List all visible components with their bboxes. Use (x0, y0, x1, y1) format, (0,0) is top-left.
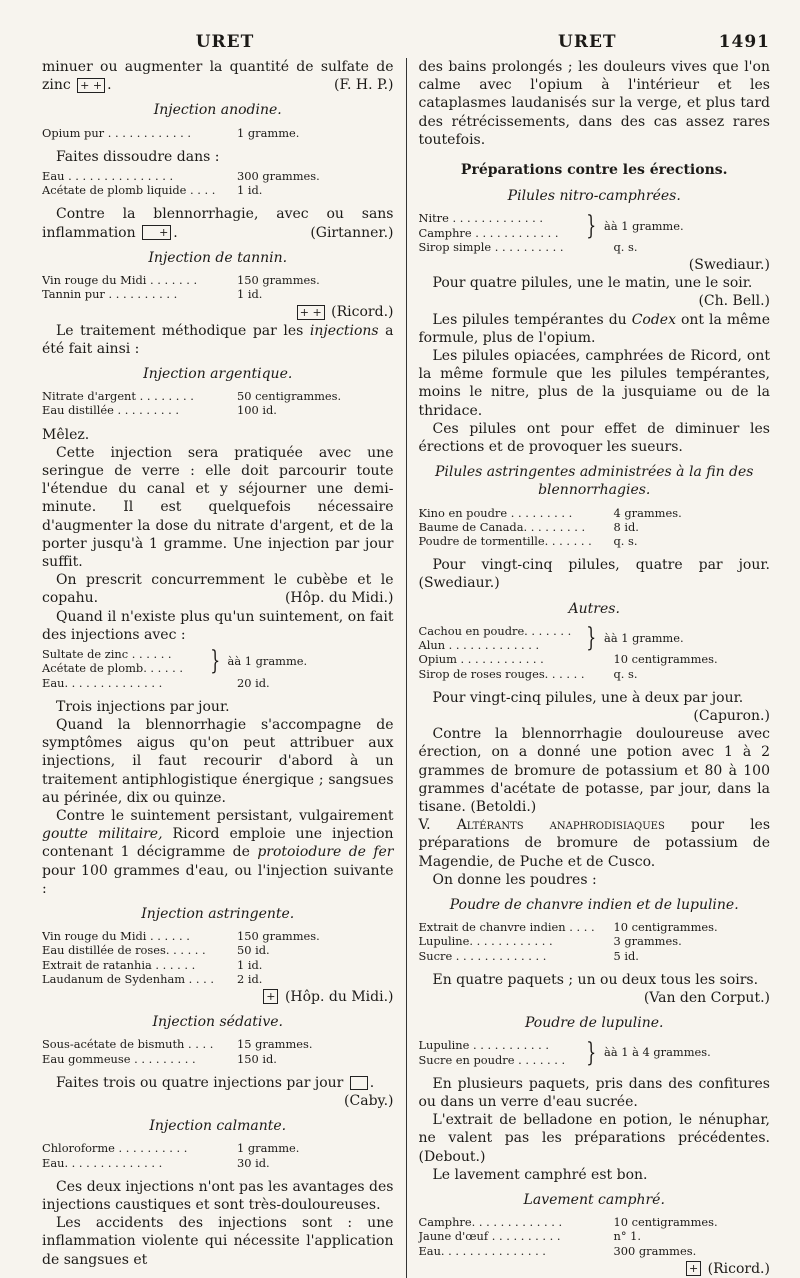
header-left: URET (195, 32, 255, 52)
paragraph: Les pilules opiacées, camphrées de Ricord, ont la même formule que les pilules tempérantes, moins le nitre, plus de la jusquiame ou de la thridace. (418, 348, 770, 419)
attribution: (Ch. Bell.) (698, 293, 770, 310)
recipe: Cachou en poudre. . . . . . . Alun . . . . . . . . . . . . . } àà 1 gramme. Opium . . . . . . . . . . . . 10 centigrammes. Sirop de roses rouges. . . . . . q. s. (418, 623, 718, 681)
header-right: URET (558, 32, 617, 52)
recipe-title: Lavement camphré. (523, 1191, 665, 1208)
paragraph: Pour vingt-cinq pilules, quatre par jour. (Swediaur.) (418, 557, 770, 592)
paragraph: Faites trois ou quatre injections par jour . (56, 1074, 375, 1091)
paragraph: Le traitement méthodique par les injections a été fait ainsi : (42, 322, 394, 357)
paragraph: En plusieurs paquets, pris dans des confitures ou dans un verre d'eau sucrée. (418, 1075, 770, 1110)
recipe: Sultate de zinc . . . . . . Acétate de plomb. . . . . . } àà 1 gramme. Eau. . . . . . . . . . . . . . 20 id. (42, 646, 308, 690)
recipe: Camphre. . . . . . . . . . . . . 10 centigrammes. Jaune d'œuf . . . . . . . . . . n° 1. Eau. . . . . . . . . . . . . . . 300 grammes. (418, 1215, 718, 1258)
recipe-title: Autres. (568, 600, 620, 617)
recipe-title: Injection sédative. (152, 1014, 284, 1031)
cross-mark-icon: + + (77, 78, 105, 93)
attribution: (Girtanner.) (310, 224, 394, 241)
recipe-title: Injection anodine. (153, 102, 282, 119)
paragraph: Contre la blennorrhagie douloureuse avec érection, on a donné une potion avec 1 à 2 grammes de bromure de potassium et 80 à 100 grammes d'acétate de potasse, par jour, dans la tisane. (Betoldi.) (418, 726, 770, 815)
paragraph: Pour vingt-cinq pilules, une à deux par jour. (432, 689, 744, 706)
section-heading: Préparations contre les érections. (460, 162, 728, 179)
brace-icon: } (210, 646, 221, 677)
paragraph: Contre le suintement persistant, vulgairement goutte militaire, Ricord emploie une injection contenant 1 décigramme de protoiodure de fer pour 100 grammes d'eau, ou l'injection suivante : (42, 807, 394, 897)
recipe: Nitre . . . . . . . . . . . . . Camphre . . . . . . . . . . . . } àà 1 gramme. Sirop simple . . . . . . . . . . q. s. (418, 210, 684, 254)
paragraph: On donne les poudres : (432, 871, 597, 888)
attribution: + (Ricord.) (418, 1260, 770, 1278)
paragraph: Mêlez. (42, 426, 90, 443)
paragraph: Quand il n'existe plus qu'un suintement, on fait des injections avec : (42, 608, 394, 643)
recipe: Extrait de chanvre indien . . . . 10 centigrammes. Lupuline. . . . . . . . . . . . 3 grammes. Sucre . . . . . . . . . . . . . 5 id. (418, 920, 718, 963)
recipe: Vin rouge du Midi . . . . . . 150 grammes. Eau distillée de roses. . . . . . 50 id. Extrait de ratanhia . . . . . . 1 id. Laudanum de Sydenham . . . . 2 id. (42, 929, 320, 986)
recipe-title: Poudre de lupuline. (524, 1015, 664, 1032)
attribution: + (Hôp. du Midi.) (42, 988, 394, 1006)
left-column (42, 58, 406, 1278)
paragraph: On prescrit concurremment le cubèbe et le copahu. (Hôp. du Midi.) (42, 572, 394, 607)
paragraph: Contre la blennorrhagie, avec ou sans inflammation + . (Girtanner.) (42, 206, 394, 241)
paragraph: Cette injection sera pratiquée avec une seringue de verre : elle doit parcourir toute l'étendue du canal et y séjourner une demi-minute. Il est quelquefois nécessaire d'augmenter la dose du nitrate d'argent, et de la porter jusqu'à 1 gramme. Une injection par jour suffit. (42, 444, 394, 571)
cross-mark-icon: + (142, 225, 171, 240)
recipe: Kino en poudre . . . . . . . . . 4 grammes. Baume de Canada. . . . . . . . . 8 id. Poudre de tormentille. . . . . . . q. s. (418, 505, 682, 549)
recipe: Nitrate d'argent . . . . . . . . 50 centigrammes. Eau distillée . . . . . . . . . 100 id. (42, 389, 342, 418)
page-number: 1491 (718, 32, 770, 52)
attribution: (F. H. P.) (334, 77, 394, 94)
recipe: Chloroforme . . . . . . . . . . 1 gramme. Eau. . . . . . . . . . . . . . 30 id. (42, 1141, 300, 1170)
brace-icon: } (586, 623, 597, 654)
brace-icon: } (586, 1037, 597, 1068)
recipe-title: Injection de tannin. (148, 249, 288, 266)
recipe: Opium pur . . . . . . . . . . . . 1 gramme. (42, 125, 300, 140)
recipe-title: Injection calmante. (149, 1118, 287, 1135)
running-head (42, 18, 770, 52)
cross-mark-icon: + + (297, 305, 325, 320)
brace-icon: } (586, 210, 597, 241)
attribution: (Capuron.) (693, 707, 770, 724)
recipe-title: Injection argentique. (143, 366, 293, 383)
paragraph: Les accidents des injections sont : une inflammation violente qui nécessite l'application de sangsues et (42, 1215, 394, 1268)
recipe: Eau . . . . . . . . . . . . . . . 300 grammes. Acétate de plomb liquide . . . . 1 id. (42, 169, 320, 198)
paragraph: des bains prolongés ; les douleurs vives que l'on calme avec l'opium à l'intérieur et les cataplasmes laudanisés sur la verge, et plus tard des rétrécissements, dans des cas assez rares toutefois. (418, 59, 770, 148)
paragraph: L'extrait de belladone en potion, le nénuphar, ne valent pas les préparations précédentes. (Debout.) (418, 1112, 770, 1165)
paragraph: Quand la blennorrhagie s'accompagne de symptômes aigus qu'on peut attribuer aux injections, il faut recourir d'abord à un traitement antiphlogistique énergique ; sangsues au périnée, dix ou quinze. (42, 716, 394, 806)
right-column (406, 58, 770, 1278)
paragraph: Pour quatre pilules, une le matin, une le soir. (432, 275, 753, 292)
attribution: (Caby.) (344, 1092, 394, 1109)
attribution: (Swediaur.) (688, 257, 770, 274)
paragraph: Ces pilules ont pour effet de diminuer les érections et de provoquer les sueurs. (418, 420, 770, 456)
attribution: + + (Ricord.) (42, 303, 394, 321)
recipe: Sous-acétate de bismuth . . . . 15 grammes. Eau gommeuse . . . . . . . . . 150 id. (42, 1037, 313, 1066)
attribution: (Hôp. du Midi.) (284, 590, 394, 607)
paragraph: minuer ou augmenter la quantité de sulfate de zinc + + . (F. H. P.) (42, 59, 394, 94)
recipe: Vin rouge du Midi . . . . . . . 150 grammes. Tannin pur . . . . . . . . . . 1 id. (42, 273, 320, 302)
cross-mark-icon: + (263, 989, 278, 1004)
recipe-title: Injection astringente. (141, 905, 295, 922)
paragraph: Les pilules tempérantes du Codex ont la même formule, plus de l'opium. (418, 311, 770, 346)
recipe-title: Pilules astringentes administrées à la fin des blennorrhagies. (434, 464, 754, 499)
paragraph: Trois injections par jour. (56, 698, 230, 715)
paragraph: En quatre paquets ; un ou deux tous les soirs. (432, 971, 759, 988)
paragraph: Ces deux injections n'ont pas les avantages des injections caustiques et sont très-douloureuses. (42, 1178, 394, 1213)
empty-square-icon (350, 1076, 368, 1090)
attribution: (Van den Corput.) (643, 989, 770, 1006)
paragraph: V. Altérants anaphrodisiaques pour les préparations de bromure de potassium de Magendie, de Puche et de Cusco. (418, 817, 771, 870)
recipe-title: Pilules nitro-camphrées. (507, 188, 681, 205)
recipe: Lupuline . . . . . . . . . . . Sucre en poudre . . . . . . . } àà 1 à 4 grammes. (418, 1037, 711, 1068)
paragraph: Faites dissoudre dans : (56, 148, 220, 165)
paragraph: Le lavement camphré est bon. (432, 1166, 648, 1183)
cross-mark-icon: + (686, 1261, 701, 1276)
recipe-title: Poudre de chanvre indien et de lupuline. (449, 896, 739, 913)
